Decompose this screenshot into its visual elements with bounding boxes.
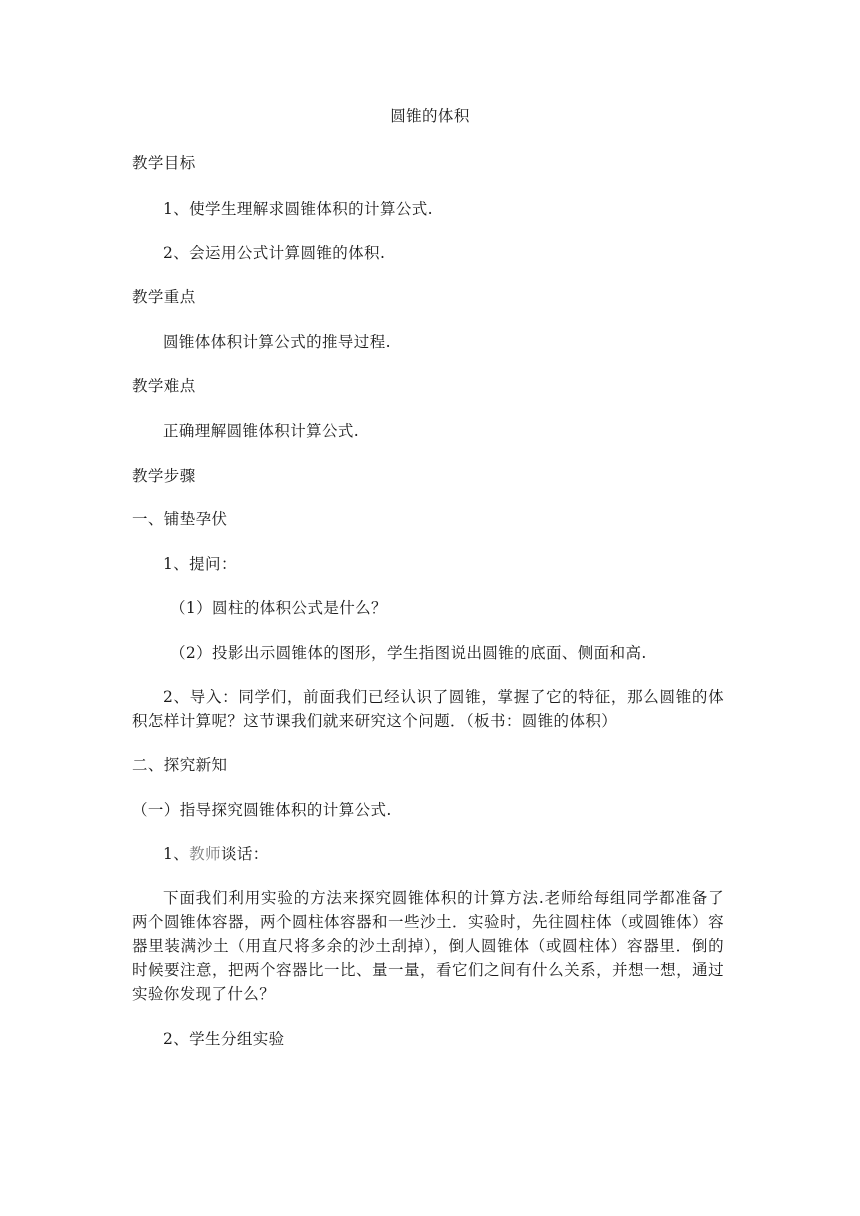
teacher-link[interactable]: 教师: [189, 845, 221, 863]
objective-item-2: 2、会运用公式计算圆锥的体积.: [163, 244, 386, 262]
teacher-talk-line: [163, 843, 269, 865]
heading-objectives: 教学目标: [132, 154, 196, 172]
experiment-paragraph: 下面我们利用实验的方法来探究圆锥体积的计算方法.老师给每组同学都准备了两个圆锥体容器，两个圆柱体容器和一些沙土．实验时，先往圆柱体（或圆锥体）容器里装满沙土（用直尺将多余的沙土刮掉），倒人圆锥体（或圆柱体）容器里．倒的时候要注意，把两个容器比一比、量一量，看它们之间有什么关系，并想一想，通过实验你发现了什么？: [132, 889, 724, 1003]
subsection-1-heading: （一）指导探究圆锥体积的计算公式.: [132, 801, 392, 819]
objective-item-1: 1、使学生理解求圆锥体积的计算公式.: [163, 200, 433, 218]
question-2: （2）投影出示圆锥体的图形，学生指图说出圆锥的底面、侧面和高.: [170, 644, 647, 662]
question-1: （1）圆柱的体积公式是什么？: [170, 599, 387, 617]
intro-paragraph: 2、导入：同学们，前面我们已经认识了圆锥，掌握了它的特征，那么圆锥的体积怎样计算呢？这节课我们就来研究这个问题．（板书：圆锥的体积）: [132, 688, 724, 730]
heading-steps: 教学步骤: [132, 467, 196, 485]
difficulty-text: 正确理解圆锥体积计算公式.: [163, 422, 360, 440]
section-1-heading: 一、铺垫孕伏: [132, 510, 228, 528]
step-item-question: 1、提问：: [163, 555, 237, 573]
heading-difficulty: 教学难点: [132, 377, 196, 395]
teacher-talk-prefix: 1、: [163, 845, 190, 863]
section-2-heading: 二、探究新知: [132, 756, 228, 774]
group-experiment-item: 2、学生分组实验: [163, 1030, 285, 1048]
teacher-talk-suffix: 谈话：: [220, 845, 269, 863]
key-point-text: 圆锥体体积计算公式的推导过程.: [163, 333, 391, 351]
heading-key-points: 教学重点: [132, 288, 196, 306]
page-title: 圆锥的体积: [390, 107, 470, 125]
